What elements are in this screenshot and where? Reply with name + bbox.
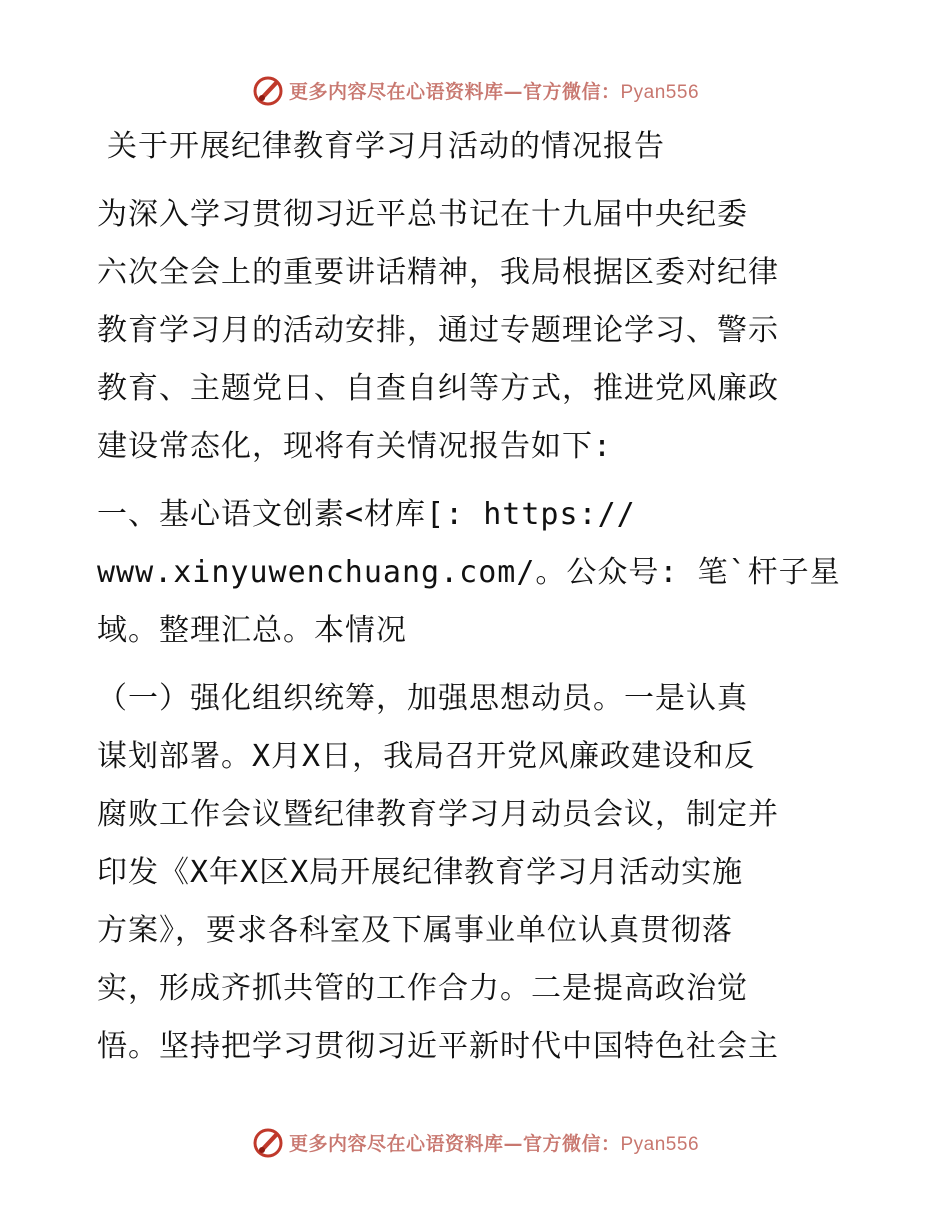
- subsection-paragraph: [97, 670, 857, 1076]
- brush-logo-icon: [251, 1125, 285, 1159]
- footer-watermark: [0, 1122, 950, 1162]
- text-line: 建设常态化，现将有关情况报告如下:: [97, 429, 613, 464]
- text-line: 实，形成齐抓共管的工作合力。二是提高政治觉: [97, 971, 748, 1006]
- text-line: 谋划部署。X月X日，我局召开党风廉政建设和反: [97, 739, 756, 774]
- text-line: 教育、主题党日、自查自纠等方式，推进党风廉政: [97, 371, 779, 406]
- section-heading-paragraph: [97, 486, 857, 660]
- text-line: www.xinyuwenchuang.com/。公众号: 笔`杆子星: [97, 555, 841, 590]
- document-body: [97, 118, 857, 1076]
- text-line: 一、基心语文创素<材库[: https://: [97, 497, 636, 532]
- text-line: 为深入学习贯彻习近平总书记在十九届中央纪委: [97, 197, 748, 232]
- watermark-text: 更多内容尽在心语资料库—官方微信：Pyan556: [288, 80, 700, 103]
- text-line: 印发《X年X区X局开展纪律教育学习月活动实施: [97, 855, 744, 890]
- text-line: 六次全会上的重要讲话精神，我局根据区委对纪律: [97, 255, 779, 290]
- text-line: 教育学习月的活动安排，通过专题理论学习、警示: [97, 313, 779, 348]
- text-line: （一）强化组织统筹，加强思想动员。一是认真: [97, 681, 748, 716]
- document-title: 关于开展纪律教育学习月活动的情况报告: [107, 129, 665, 164]
- brush-logo-icon: [251, 73, 285, 107]
- watermark-text: 更多内容尽在心语资料库—官方微信：Pyan556: [288, 1132, 700, 1155]
- text-line: 域。整理汇总。本情况: [97, 613, 407, 648]
- intro-paragraph: [97, 186, 857, 476]
- text-line: 悟。坚持把学习贯彻习近平新时代中国特色社会主: [97, 1029, 779, 1064]
- text-line: 腐败工作会议暨纪律教育学习月动员会议，制定并: [97, 797, 779, 832]
- text-line: 方案》，要求各科室及下属事业单位认真贯彻落: [97, 913, 733, 948]
- header-watermark: [0, 70, 950, 110]
